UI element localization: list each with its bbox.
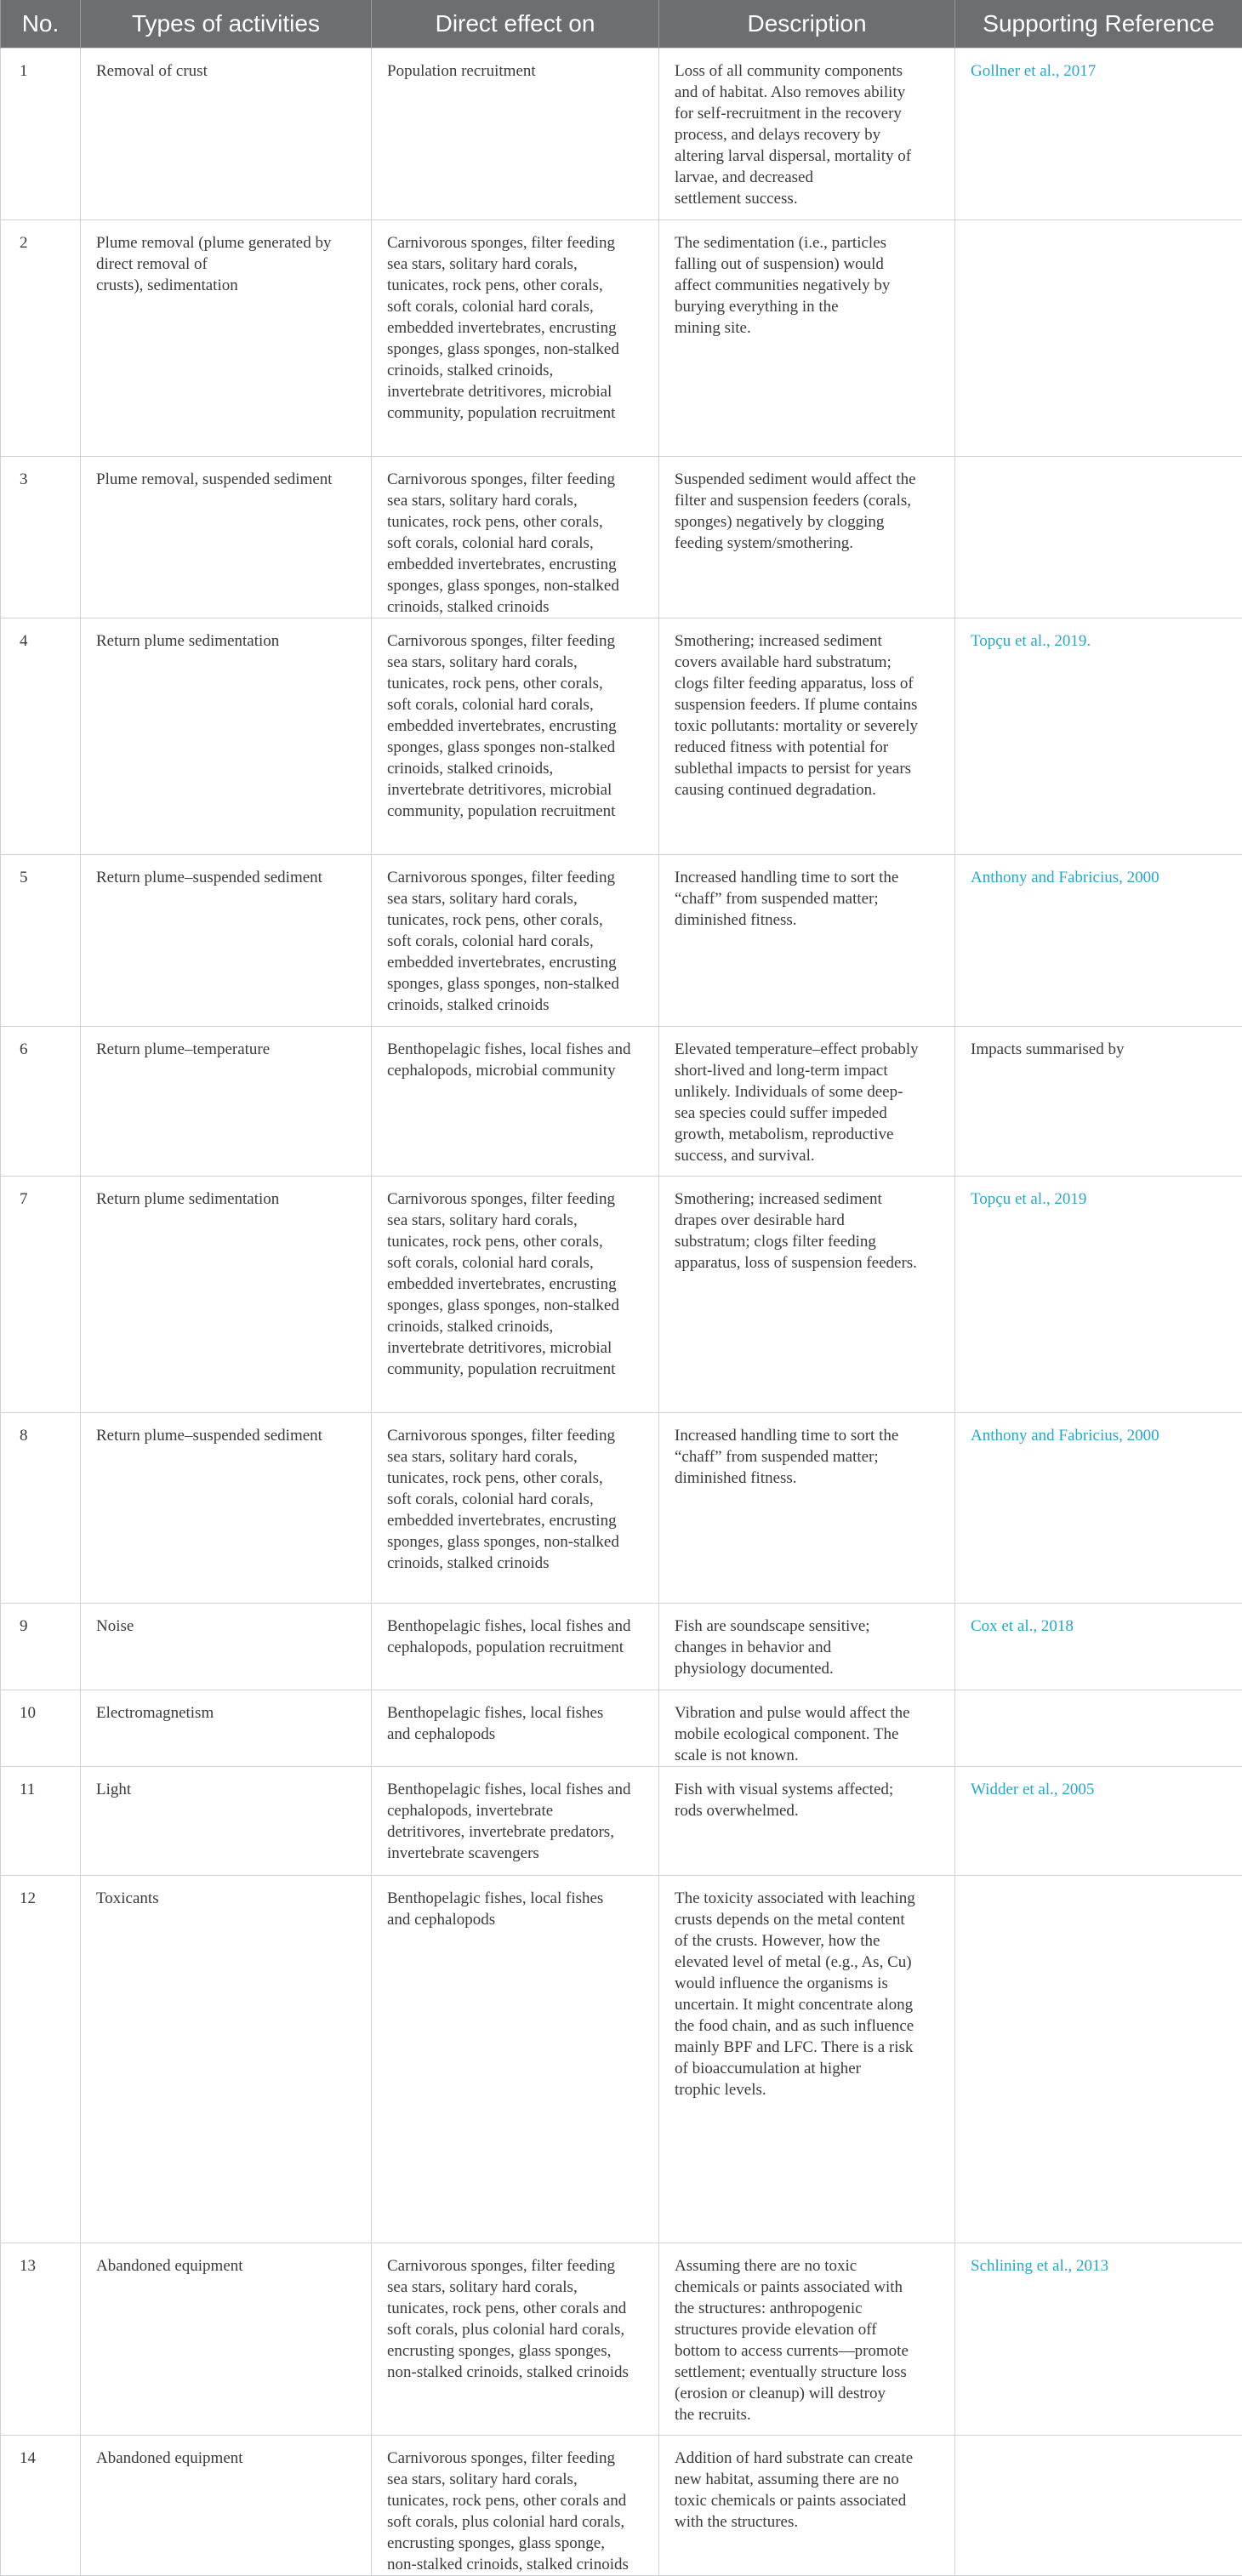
table-row: [1, 2435, 1242, 2575]
reference-link[interactable]: Cox et al., 2018: [955, 1603, 1242, 1690]
effect-cell: Carnivorous sponges, filter feeding sea stars, solitary hard corals, tunicates, rock pens, other corals, soft corals, colonial hard corals, embedded invertebrates, encrusting sponges, glass sponges, non-stalked crinoids, stalked crinoids: [372, 456, 659, 618]
description-cell: The sedimentation (i.e., particles falling out of suspension) would affect communities negatively by burying everything in the mining site.: [659, 219, 955, 456]
effect-cell: Benthopelagic fishes, local fishes and cephalopods, population recruitment: [372, 1603, 659, 1690]
effect-cell: Carnivorous sponges, filter feeding sea stars, solitary hard corals, tunicates, rock pens, other corals, soft corals, colonial hard corals, embedded invertebrates, encrusting sponges, glass sponges, non-stalked crinoids, stalked crinoids: [372, 854, 659, 1026]
table-row: [1, 1766, 1242, 1875]
reference-link[interactable]: Topçu et al., 2019: [955, 1176, 1242, 1412]
table-row: [1, 48, 1242, 219]
table-body: [1, 48, 1242, 2575]
description-cell: Loss of all community components and of habitat. Also removes ability for self-recruitment in the recovery process, and delays recovery by altering larval dispersal, mortality of larvae, and decreased settlement success.: [659, 48, 955, 219]
description-cell: The toxicity associated with leaching crusts depends on the metal content of the crusts. However, how the elevated level of metal (e.g., As, Cu) would influence the organisms is uncertain. It might concentrate along the food chain, and as such influence mainly BPF and LFC. There is a risk of bioaccumulation at higher trophic levels.: [659, 1875, 955, 2243]
activity-cell: Electromagnetism: [81, 1690, 372, 1766]
table-row: [1, 219, 1242, 456]
reference-cell: [955, 2435, 1242, 2575]
row-number: 5: [1, 854, 81, 1026]
reference-link[interactable]: Anthony and Fabricius, 2000: [955, 1412, 1242, 1603]
header-row: [1, 0, 1242, 48]
activity-cell: Noise: [81, 1603, 372, 1690]
activity-cell: Return plume–temperature: [81, 1026, 372, 1176]
effect-cell: Carnivorous sponges, filter feeding sea stars, solitary hard corals, tunicates, rock pens, other corals and soft corals, plus colonial hard corals, encrusting sponges, glass sponge, non-stalked crinoids, stalked crinoids: [372, 2435, 659, 2575]
description-cell: Addition of hard substrate can create new habitat, assuming there are no toxic chemicals or paints associated with the structures.: [659, 2435, 955, 2575]
effect-cell: Benthopelagic fishes, local fishes and cephalopods, microbial community: [372, 1026, 659, 1176]
reference-link[interactable]: Schlining et al., 2013: [955, 2243, 1242, 2435]
activity-cell: Return plume sedimentation: [81, 618, 372, 854]
row-number: 10: [1, 1690, 81, 1766]
table-row: [1, 618, 1242, 854]
table-row: [1, 1690, 1242, 1766]
row-number: 7: [1, 1176, 81, 1412]
row-number: 12: [1, 1875, 81, 2243]
reference-cell: [955, 1875, 1242, 2243]
description-cell: Assuming there are no toxic chemicals or paints associated with the structures: anthropogenic structures provide elevation off bottom to access currents—promote settlement; eventually structure loss (erosion or cleanup) will destroy the recruits.: [659, 2243, 955, 2435]
description-cell: Vibration and pulse would affect the mobile ecological component. The scale is not known.: [659, 1690, 955, 1766]
effect-cell: Carnivorous sponges, filter feeding sea stars, solitary hard corals, tunicates, rock pens, other corals, soft corals, colonial hard corals, embedded invertebrates, encrusting sponges, glass sponges non-stalked crinoids, stalked crinoids, invertebrate detritivores, microbial community, population recruitment: [372, 618, 659, 854]
effect-cell: Benthopelagic fishes, local fishes and cephalopods, invertebrate detritivores, invertebrate predators, invertebrate scavengers: [372, 1766, 659, 1875]
effect-cell: Benthopelagic fishes, local fishes and cephalopods: [372, 1875, 659, 2243]
activity-cell: Plume removal (plume generated by direct removal of crusts), sedimentation: [81, 219, 372, 456]
row-number: 4: [1, 618, 81, 854]
table-row: [1, 456, 1242, 618]
row-number: 8: [1, 1412, 81, 1603]
table-row: [1, 1603, 1242, 1690]
activity-cell: Return plume–suspended sediment: [81, 1412, 372, 1603]
activity-cell: Return plume–suspended sediment: [81, 854, 372, 1026]
activity-cell: Plume removal, suspended sediment: [81, 456, 372, 618]
header-no: No.: [1, 0, 81, 48]
description-cell: Increased handling time to sort the “chaff” from suspended matter; diminished fitness.: [659, 854, 955, 1026]
effect-cell: Population recruitment: [372, 48, 659, 219]
description-cell: Suspended sediment would affect the filter and suspension feeders (corals, sponges) negatively by clogging feeding system/smothering.: [659, 456, 955, 618]
table-row: [1, 1412, 1242, 1603]
row-number: 6: [1, 1026, 81, 1176]
table-row: [1, 1026, 1242, 1176]
effect-cell: Benthopelagic fishes, local fishes and cephalopods: [372, 1690, 659, 1766]
header-description: Description: [659, 0, 955, 48]
header-activity-type: Types of activities: [81, 0, 372, 48]
effect-cell: Carnivorous sponges, filter feeding sea stars, solitary hard corals, tunicates, rock pens, other corals, soft corals, colonial hard corals, embedded invertebrates, encrusting sponges, glass sponges, non-stalked crinoids, stalked crinoids, invertebrate detritivores, microbial community, population recruitment: [372, 1176, 659, 1412]
description-cell: Fish are soundscape sensitive; changes in behavior and physiology documented.: [659, 1603, 955, 1690]
effect-cell: Carnivorous sponges, filter feeding sea stars, solitary hard corals, tunicates, rock pens, other corals, soft corals, colonial hard corals, embedded invertebrates, encrusting sponges, glass sponges, non-stalked crinoids, stalked crinoids, invertebrate detritivores, microbial community, population recruitment: [372, 219, 659, 456]
table-row: [1, 1176, 1242, 1412]
reference-cell: [955, 456, 1242, 618]
description-cell: Smothering; increased sediment drapes over desirable hard substratum; clogs filter feeding apparatus, loss of suspension feeders.: [659, 1176, 955, 1412]
row-number: 11: [1, 1766, 81, 1875]
reference-link[interactable]: Widder et al., 2005: [955, 1766, 1242, 1875]
header-direct-effect: Direct effect on: [372, 0, 659, 48]
row-number: 9: [1, 1603, 81, 1690]
reference-text: Impacts summarised by: [955, 1026, 1242, 1176]
description-cell: Fish with visual systems affected; rods overwhelmed.: [659, 1766, 955, 1875]
activity-cell: Toxicants: [81, 1875, 372, 2243]
row-number: 3: [1, 456, 81, 618]
reference-cell: [955, 1690, 1242, 1766]
activity-cell: Abandoned equipment: [81, 2243, 372, 2435]
row-number: 2: [1, 219, 81, 456]
description-cell: Elevated temperature–effect probably short-lived and long-term impact unlikely. Individuals of some deep- sea species could suffer impeded growth, metabolism, reproductive success, and survival.: [659, 1026, 955, 1176]
table-row: [1, 1875, 1242, 2243]
row-number: 13: [1, 2243, 81, 2435]
table-row: [1, 2243, 1242, 2435]
reference-cell: [955, 219, 1242, 456]
activity-cell: Removal of crust: [81, 48, 372, 219]
description-cell: Smothering; increased sediment covers available hard substratum; clogs filter feeding apparatus, loss of suspension feeders. If plume contains toxic pollutants: mortality or severely reduced fitness with potential for sublethal impacts to persist for years causing continued degradation.: [659, 618, 955, 854]
activity-cell: Abandoned equipment: [81, 2435, 372, 2575]
reference-link[interactable]: Anthony and Fabricius, 2000: [955, 854, 1242, 1026]
row-number: 14: [1, 2435, 81, 2575]
effect-cell: Carnivorous sponges, filter feeding sea stars, solitary hard corals, tunicates, rock pens, other corals, soft corals, colonial hard corals, embedded invertebrates, encrusting sponges, glass sponges, non-stalked crinoids, stalked crinoids: [372, 1412, 659, 1603]
header-reference: Supporting Reference: [955, 0, 1242, 48]
table-header: [1, 0, 1242, 48]
activity-cell: Return plume sedimentation: [81, 1176, 372, 1412]
activity-cell: Light: [81, 1766, 372, 1875]
effect-cell: Carnivorous sponges, filter feeding sea stars, solitary hard corals, tunicates, rock pens, other corals and soft corals, plus colonial hard corals, encrusting sponges, glass sponges, non-stalked crinoids, stalked crinoids: [372, 2243, 659, 2435]
reference-link[interactable]: Topçu et al., 2019.: [955, 618, 1242, 854]
row-number: 1: [1, 48, 81, 219]
reference-link[interactable]: Gollner et al., 2017: [955, 48, 1242, 219]
table-row: [1, 854, 1242, 1026]
description-cell: Increased handling time to sort the “chaff” from suspended matter; diminished fitness.: [659, 1412, 955, 1603]
